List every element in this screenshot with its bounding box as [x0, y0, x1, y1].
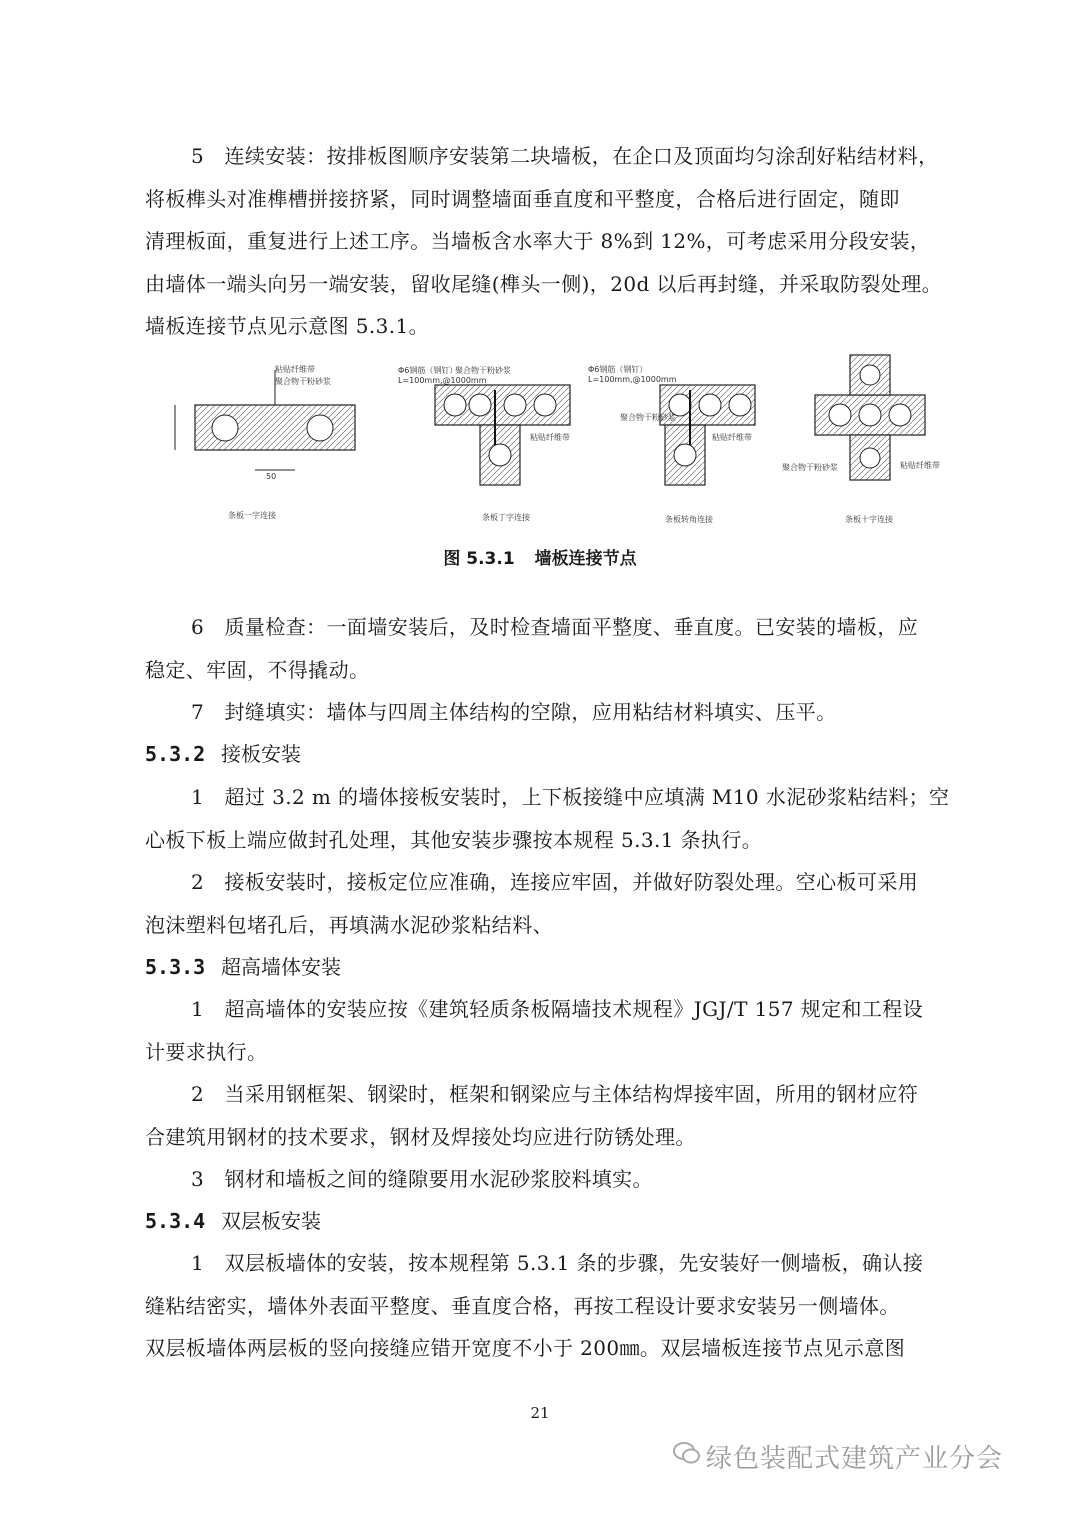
fig3-rebar: Φ6钢筋（钢钉） — [588, 365, 648, 374]
fig3-label-a: 聚合物干粉砂浆 — [620, 413, 676, 422]
text-line: 1 双层板墙体的安装，按本规程第 5.3.1 条的步骤，先安装好一侧墙板，确认接 — [191, 1251, 924, 1275]
text-line: 将板榫头对准榫槽拼接挤紧，同时调整墙面垂直度和平整度，合格后进行固定，随即 — [145, 186, 900, 211]
paragraph-5 — [145, 135, 960, 348]
chat-bubble-icon — [672, 1438, 702, 1468]
section-number: 5.3.2 — [145, 742, 206, 766]
text-line: 墙板连接节点见示意图 5.3.1。 — [145, 314, 430, 338]
text-line: 合建筑用钢材的技术要求，钢材及焊接处均应进行防锈处理。 — [145, 1124, 696, 1149]
fig1-title: 条板一字连接 — [228, 511, 276, 520]
text-line: 计要求执行。 — [145, 1039, 268, 1064]
text-line: 1 超过 3.2 m 的墙体接板安装时，上下板接缝中应填满 M10 水泥砂浆粘结料；空 — [191, 785, 950, 809]
fig2-spacing: L=100mm,@1000mm — [398, 376, 487, 385]
section-heading-5-3-4 — [145, 1200, 321, 1242]
text-line: 泡沫塑料包堵孔后，再填满水泥砂浆粘结料、 — [145, 912, 553, 937]
section-title: 双层板安装 — [221, 1209, 321, 1233]
fig3-spacing: L=100mm,@1000mm — [588, 375, 677, 384]
paragraph-5-3-3-2 — [145, 1073, 960, 1158]
fig3-title: 条板转角连接 — [665, 515, 713, 524]
paragraph-6 — [145, 606, 960, 691]
fig1-dim: 50 — [266, 472, 277, 481]
paragraph-5-3-3-3 — [145, 1158, 960, 1201]
paragraph-5-3-2-1 — [145, 776, 960, 861]
fig2-title: 条板丁字连接 — [482, 513, 530, 522]
fig1-label-a: 粘贴纤维带 — [275, 365, 315, 374]
text-line: 2 接板安装时，接板定位应准确，连接应牢固，并做好防裂处理。空心板可采用 — [191, 870, 919, 894]
section-number: 5.3.3 — [145, 955, 206, 979]
text-line: 缝粘结密实，墙体外表面平整度、垂直度合格，再按工程设计要求安装另一侧墙体。 — [145, 1293, 900, 1318]
text-line: 清理板面，重复进行上述工序。当墙板含水率大于 8%到 12%，可考虑采用分段安装， — [145, 229, 931, 253]
fig3-label-b: 粘贴纤维带 — [712, 433, 752, 442]
text-line: 2 当采用钢框架、钢梁时，框架和钢梁应与主体结构焊接牢固，所用的钢材应符 — [191, 1082, 919, 1106]
text-line: 稳定、牢固，不得撬动。 — [145, 657, 370, 682]
section-title: 接板安装 — [221, 742, 301, 766]
section-number: 5.3.4 — [145, 1209, 206, 1233]
fig1-label-b: 聚合物干粉砂浆 — [275, 377, 331, 386]
watermark-text: 绿色装配式建筑产业分会 — [706, 1444, 1004, 1474]
text-line: 3 钢材和墙板之间的缝隙要用水泥砂浆胶料填实。 — [191, 1167, 653, 1191]
text-line: 由墙体一端头向另一端安装，留收尾缝(榫头一侧)，20d 以后再封缝，并采取防裂处理。 — [145, 271, 943, 296]
text-line: 1 超高墙体的安装应按《建筑轻质条板隔墙技术规程》JGJ/T 157 规定和工程设 — [191, 997, 924, 1021]
figure-caption — [0, 544, 1080, 569]
section-title: 超高墙体安装 — [221, 955, 341, 979]
fig4-title: 条板十字连接 — [845, 515, 893, 524]
fig2-rebar: Φ6钢筋（钢钉） — [398, 366, 458, 375]
text-line: 5 连续安装：按排板图顺序安装第二块墙板，在企口及顶面均匀涂刮好粘结材料， — [191, 144, 939, 168]
fig2-label-b: 粘贴纤维带 — [530, 433, 570, 442]
text-line: 双层板墙体两层板的竖向接缝应错开宽度不小于 200㎜。双层墙板连接节点见示意图 — [145, 1336, 906, 1360]
fig4-label-b: 粘贴纤维带 — [900, 461, 940, 470]
fig2-label-a: 聚合物干粉砂浆 — [455, 366, 511, 375]
paragraph-7 — [145, 691, 960, 734]
text-line: 心板下板上端应做封孔处理，其他安装步骤按本规程 5.3.1 条执行。 — [145, 827, 763, 852]
paragraph-5-3-2-2 — [145, 861, 960, 946]
caption-text: 墙板连接节点 — [534, 549, 637, 569]
text-line: 7 封缝填实：墙体与四周主体结构的空隙，应用粘结材料填实、压平。 — [191, 700, 837, 724]
section-heading-5-3-3 — [145, 946, 341, 988]
text-line: 6 质量检查：一面墙安装后，及时检查墙面平整度、垂直度。已安装的墙板，应 — [191, 615, 919, 639]
paragraph-5-3-3-1 — [145, 988, 960, 1073]
paragraph-5-3-4-1 — [145, 1242, 960, 1370]
page-number: 21 — [530, 1404, 550, 1422]
fig4-label-a: 聚合物干粉砂浆 — [782, 463, 838, 472]
caption-number: 图 5.3.1 — [443, 549, 515, 569]
section-heading-5-3-2 — [145, 733, 301, 775]
